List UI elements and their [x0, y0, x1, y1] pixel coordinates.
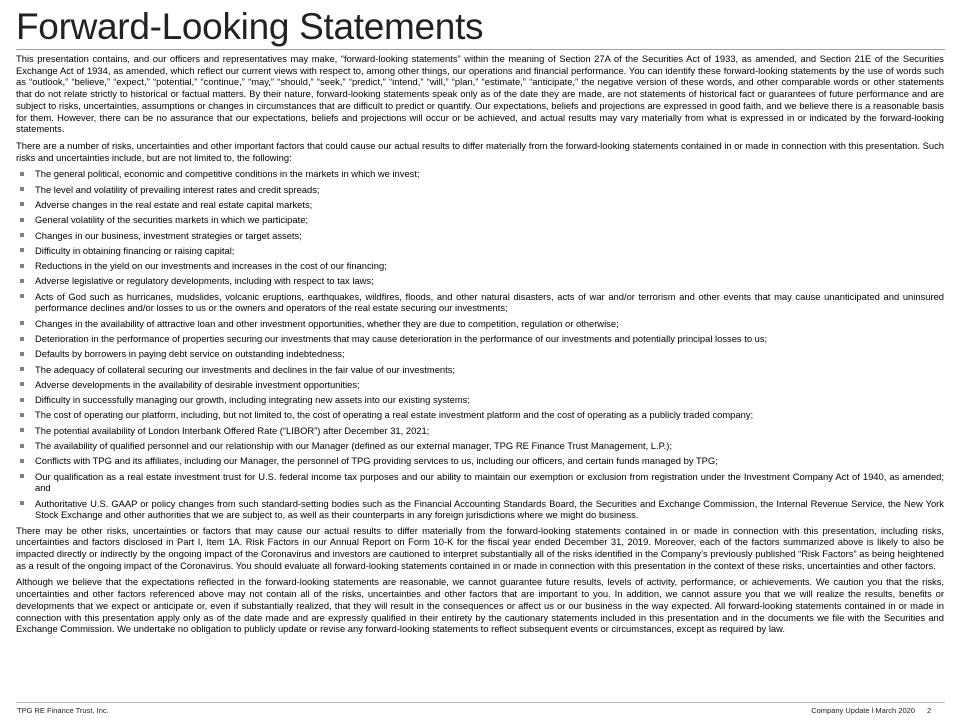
square-bullet-icon [20, 264, 24, 268]
list-item [16, 471, 944, 494]
list-item [16, 455, 944, 467]
list-item-text: The potential availability of London Interbank Offered Rate (“LIBOR”) after December 31, 2021; [35, 424, 430, 436]
list-item [16, 364, 944, 376]
list-item-text: Adverse developments in the availability of desirable investment opportunities; [35, 378, 360, 390]
list-item-text: The availability of qualified personnel and our relationship with our Manager (defined as our external manager, TPG RE Finance Trust Management, L.P.); [35, 440, 672, 452]
square-bullet-icon [20, 202, 24, 206]
square-bullet-icon [20, 337, 24, 341]
list-item-text: The cost of operating our platform, including, but not limited to, the cost of operating a real estate investment platform and the cost of operating as a publicly traded company; [35, 409, 754, 421]
square-bullet-icon [20, 279, 24, 283]
cautionary-paragraph: Although we believe that the expectations reflected in the forward-looking statements are reasonable, we cannot guarantee future results, levels of activity, performance, or achievements. We caution you that the risks, uncertainties and other factors referenced above may not contain all of the risks, uncertainties and other factors that are important to you. In addition, we cannot assure you that we will realize the results, benefits or developments that we expect or anticipate or, even if substantially realized, that they will result in the consequences or affect us or our business in the way expected. All forward-looking statements contained in or made in connection with this presentation apply only as of the date made and are expressly qualified in their entirety by the cautionary statements included in this presentation and in the documents we file with the Securities and Exchange Commission. We undertake no obligation to publicly update or revise any forward-looking statements to reflect subsequent events or circumstances, except as required by law. [16, 576, 944, 635]
square-bullet-icon [20, 248, 24, 252]
risks-intro-paragraph: There are a number of risks, uncertainties and other important factors that could cause our actual results to differ materially from the forward-looking statements contained in or made in connection with this presentation. Such risks and uncertainties include, but are not limited to, the following: [16, 139, 944, 163]
other-risks-paragraph: There may be other risks, uncertainties or factors that may cause our actual results to differ materially from the forward-looking statements contained in or made in connection with this presentation, including risks, uncertainties and factors disclosed in Part I, Item 1A. Risk Factors in our Annual Report on Form 10-K for the fiscal year ended December 31, 2019. Moreover, each of the factors summarized above is likely to also be impacted directly or indirectly by the ongoing impact of the Coronavirus and investors are cautioned to interpret substantially all of the risks identified in the Company’s previously published “Risk Factors” as being heightened as a result of the ongoing impact of the Coronavirus. You should evaluate all forward-looking statements contained in or made in connection with this presentation in the context of these risks, uncertainties and other factors. [16, 524, 944, 571]
list-item-text: General volatility of the securities markets in which we participate; [35, 214, 309, 226]
list-item [16, 440, 944, 452]
square-bullet-icon [20, 233, 24, 237]
list-item-text: Defaults by borrowers in paying debt service on outstanding indebtedness; [35, 348, 345, 360]
list-item-text: Conflicts with TPG and its affiliates, including our Manager, the personnel of TPG providing services to us, including our officers, and certain funds managed by TPG; [35, 455, 718, 467]
footer-update-label: Company Update l March 2020 [811, 706, 915, 715]
list-item-text: The level and volatility of prevailing interest rates and credit spreads; [35, 183, 320, 195]
square-bullet-icon [20, 501, 24, 505]
list-item-text: Authoritative U.S. GAAP or policy changes from such standard-setting bodies such as the Financial Accounting Standards Board, the Securities and Exchange Commission, the Internal Revenue Service, the New York Stock Exchange and other authorities that we are subject to, as well as their counterparts in any foreign jurisdictions where we might do business. [35, 497, 944, 521]
list-item [16, 379, 944, 391]
intro-paragraph: This presentation contains, and our officers and representatives may make, “forward-looking statements” within the meaning of Section 27A of the Securities Act of 1933, as amended, and Section 21E of the Securities Exchange Act of 1934, as amended, which reflect our current views with respect to, among other things, our operations and financial performance. You can identify these forward-looking statements by the use of words such as “outlook,” “believe,” “expect,” “potential,” “continue,” “may,” “should,” “seek,” “predict,” “intend,” “will,” “plan,” “estimate,” “anticipate,” the negative version of these words, and other comparable words or other statements that do not relate strictly to historical or factual matters. By their nature, forward-looking statements speak only as of the date they are made, are not statements of historical fact or guarantees of future performance and are subject to risks, uncertainties, assumptions or changes in circumstances that are difficult to predict or quantify. Our expectations, beliefs and projections are expressed in good faith, and we believe there is a reasonable basis for them. However, there can be no assurance that our expectations, beliefs and projections will occur or be achieved, and actual results may vary materially from what is expressed in or indicated by the forward-looking statements. [16, 53, 944, 135]
body-content [16, 53, 944, 640]
square-bullet-icon [20, 398, 24, 402]
list-item [16, 318, 944, 330]
list-item [16, 291, 944, 314]
list-item-text: Changes in our business, investment strategies or target assets; [35, 229, 302, 241]
list-item-text: Deterioration in the performance of properties securing our investments that may cause deterioration in the performance of our investments and potentially principal losses to us; [35, 333, 768, 344]
square-bullet-icon [20, 187, 24, 191]
list-item-text: Reductions in the yield on our investments and increases in the cost of our financing; [35, 260, 387, 272]
page-number: 2 [927, 706, 932, 715]
title-divider [16, 49, 945, 50]
list-item [16, 394, 944, 406]
list-item-text: Changes in the availability of attractive loan and other investment opportunities, whether they are due to competition, regulation or otherwise; [35, 317, 619, 329]
list-item [16, 275, 944, 287]
list-item [16, 498, 944, 521]
square-bullet-icon [20, 474, 24, 478]
square-bullet-icon [20, 367, 24, 371]
list-item [16, 214, 944, 226]
list-item [16, 348, 944, 360]
square-bullet-icon [20, 321, 24, 325]
list-item-text: Adverse legislative or regulatory developments, including with respect to tax laws; [35, 275, 374, 287]
square-bullet-icon [20, 459, 24, 463]
list-item [16, 230, 944, 242]
list-item-text: Adverse changes in the real estate and real estate capital markets; [35, 198, 313, 210]
square-bullet-icon [20, 352, 24, 356]
list-item-text: Acts of God such as hurricanes, mudslides, volcanic eruptions, earthquakes, wildfires, floods, and other natural disasters, acts of war and/or terrorism and other events that may cause unanticipated and uninsured performance declines and/or losses to us or the owners and operators of the real estate securing our investments; [35, 290, 944, 314]
square-bullet-icon [20, 294, 24, 298]
square-bullet-icon [20, 413, 24, 417]
list-item-text: The general political, economic and competitive conditions in the markets in which we invest; [35, 168, 420, 180]
square-bullet-icon [20, 428, 24, 432]
list-item-text: Difficulty in successfully managing our growth, including integrating new assets into our existing systems; [35, 394, 470, 406]
square-bullet-icon [20, 218, 24, 222]
page-title: Forward-Looking Statements [16, 6, 484, 47]
list-item [16, 184, 944, 196]
list-item [16, 260, 944, 272]
square-bullet-icon [20, 172, 24, 176]
square-bullet-icon [20, 444, 24, 448]
footer-divider [16, 702, 945, 703]
list-item [16, 333, 944, 345]
list-item-text: Our qualification as a real estate investment trust for U.S. federal income tax purposes and our ability to maintain our exemption or exclusion from registration under the Investment Company Act of 1940, as amended; and [35, 470, 944, 494]
square-bullet-icon [20, 382, 24, 386]
risk-factor-list [16, 168, 944, 521]
footer-company-name: TPG RE Finance Trust, Inc. [17, 706, 109, 715]
list-item-text: The adequacy of collateral securing our investments and declines in the fair value of our investments; [35, 363, 456, 375]
list-item [16, 199, 944, 211]
list-item [16, 168, 944, 180]
list-item-text: Difficulty in obtaining financing or raising capital; [35, 244, 235, 256]
list-item [16, 245, 944, 257]
list-item [16, 409, 944, 421]
list-item [16, 425, 944, 437]
